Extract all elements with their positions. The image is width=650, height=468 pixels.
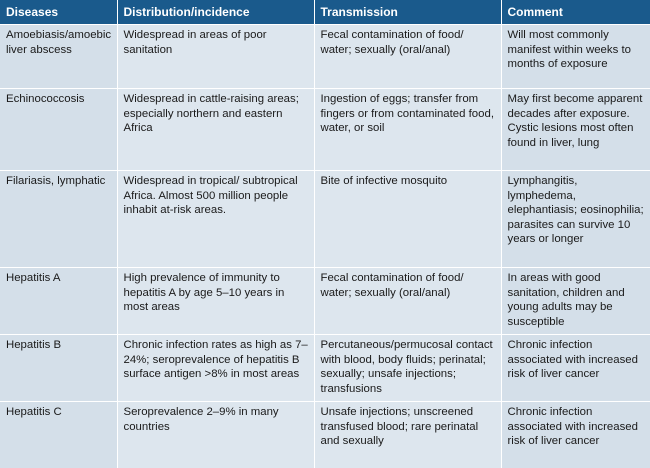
distribution-cell: Widespread in cattle-raising areas; especially northern and eastern Africa bbox=[117, 89, 314, 171]
header-diseases: Diseases bbox=[0, 0, 117, 25]
comment-cell: Chronic infection associated with increased risk of liver cancer bbox=[501, 335, 650, 402]
disease-cell: Hepatitis C bbox=[0, 402, 117, 468]
table-row bbox=[0, 268, 650, 335]
header-transmission: Transmission bbox=[314, 0, 501, 25]
transmission-cell: Ingestion of eggs; transfer from fingers or from contaminated food, water, or soil bbox=[314, 89, 501, 171]
distribution-cell: High prevalence of immunity to hepatitis A by age 5–10 years in most areas bbox=[117, 268, 314, 335]
disease-cell: Hepatitis A bbox=[0, 268, 117, 335]
comment-cell: May first become apparent decades after exposure. Cystic lesions most often found in liver, lung bbox=[501, 89, 650, 171]
disease-cell: Echinococcosis bbox=[0, 89, 117, 171]
comment-cell: Will most commonly manifest within weeks to months of exposure bbox=[501, 25, 650, 89]
transmission-cell: Unsafe injections; unscreened transfused blood; rare perinatal and sexually bbox=[314, 402, 501, 468]
distribution-cell: Widespread in tropical/ subtropical Africa. Almost 500 million people inhabit at-risk areas. bbox=[117, 171, 314, 268]
header-comment: Comment bbox=[501, 0, 650, 25]
comment-cell: Chronic infection associated with increased risk of liver cancer bbox=[501, 402, 650, 468]
table-row bbox=[0, 25, 650, 89]
table-header-row bbox=[0, 0, 650, 25]
transmission-cell: Bite of infective mosquito bbox=[314, 171, 501, 268]
table-row bbox=[0, 171, 650, 268]
distribution-cell: Widespread in areas of poor sanitation bbox=[117, 25, 314, 89]
disease-cell: Filariasis, lymphatic bbox=[0, 171, 117, 268]
distribution-cell: Chronic infection rates as high as 7–24%; seroprevalence of hepatitis B surface antigen >8% in most areas bbox=[117, 335, 314, 402]
distribution-cell: Seroprevalence 2–9% in many countries bbox=[117, 402, 314, 468]
disease-cell: Amoebiasis/amoebic liver abscess bbox=[0, 25, 117, 89]
transmission-cell: Fecal contamination of food/ water; sexually (oral/anal) bbox=[314, 25, 501, 89]
disease-cell: Hepatitis B bbox=[0, 335, 117, 402]
table-row bbox=[0, 402, 650, 468]
transmission-cell: Fecal contamination of food/ water; sexually (oral/anal) bbox=[314, 268, 501, 335]
comment-cell: In areas with good sanitation, children and young adults may be susceptible bbox=[501, 268, 650, 335]
transmission-cell: Percutaneous/permucosal contact with blood, body fluids; perinatal; sexually; unsafe injections; transfusions bbox=[314, 335, 501, 402]
comment-cell: Lymphangitis, lymphedema, elephantiasis; eosinophilia; parasites can survive 10 years or longer bbox=[501, 171, 650, 268]
header-distribution: Distribution/incidence bbox=[117, 0, 314, 25]
table-row bbox=[0, 335, 650, 402]
table-row bbox=[0, 89, 650, 171]
